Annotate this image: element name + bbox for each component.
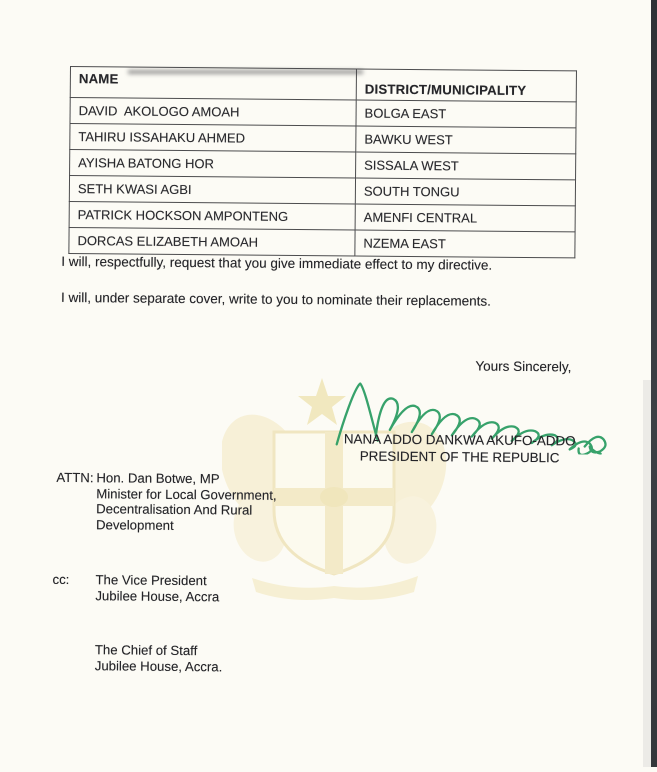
paragraph-replacements: I will, under separate cover, write to you to nominate their replacements. bbox=[60, 289, 491, 309]
cell-name: AYISHA BATONG HOR bbox=[70, 150, 356, 178]
cell-name: SETH KWASI AGBI bbox=[69, 176, 355, 204]
cell-district: SISSALA WEST bbox=[356, 152, 576, 180]
cell-name: PATRICK HOCKSON AMPONTENG bbox=[69, 201, 355, 229]
scan-artifact-smudge bbox=[128, 70, 363, 74]
attn-line: Minister for Local Government, bbox=[96, 485, 277, 503]
cc-block bbox=[52, 572, 223, 675]
closing-salutation: Yours Sincerely, bbox=[475, 358, 572, 375]
cc-line: Jubilee House, Accra bbox=[95, 588, 220, 605]
table-row bbox=[69, 227, 575, 257]
signatory-title: PRESIDENT OF THE REPUBLIC bbox=[359, 448, 560, 466]
cell-district: BOLGA EAST bbox=[356, 100, 576, 128]
scan-edge-dark bbox=[651, 0, 657, 767]
attn-line: Decentralisation And Rural bbox=[96, 501, 253, 518]
cc-line: The Vice President bbox=[95, 572, 207, 589]
cc-line: Jubilee House, Accra. bbox=[94, 658, 223, 675]
attn-lines bbox=[96, 470, 277, 534]
attn-block bbox=[56, 470, 277, 534]
cc-line: The Chief of Staff bbox=[94, 642, 198, 659]
cc-recipient-1 bbox=[52, 572, 223, 605]
column-header-district: DISTRICT/MUNICIPALITY bbox=[356, 69, 576, 102]
cell-district: BAWKU WEST bbox=[356, 126, 576, 154]
cc-recipient-2 bbox=[95, 642, 223, 675]
cell-name: TAHIRU ISSAHAKU AHMED bbox=[70, 124, 356, 152]
cell-district: NZEMA EAST bbox=[355, 230, 575, 258]
nominees-table bbox=[68, 66, 577, 258]
cell-name: DAVID AKOLOGO AMOAH bbox=[70, 98, 356, 126]
paragraph-directive: I will, respectfully, request that you give immediate effect to my directive. bbox=[61, 253, 493, 273]
cc-lines bbox=[95, 572, 219, 605]
signatory-block bbox=[341, 430, 579, 466]
column-header-name: NAME bbox=[70, 67, 356, 100]
attn-label: ATTN: bbox=[56, 469, 94, 486]
attn-line: Hon. Dan Botwe, MP bbox=[96, 470, 220, 487]
cell-district: SOUTH TONGU bbox=[355, 178, 575, 206]
scan-edge-light bbox=[643, 380, 651, 767]
attn-line: Development bbox=[95, 516, 174, 533]
cell-district: AMENFI CENTRAL bbox=[355, 204, 575, 232]
cell-name: DORCAS ELIZABETH AMOAH bbox=[69, 227, 355, 255]
cc-label: cc: bbox=[52, 571, 70, 588]
signatory-name: NANA ADDO DANKWA AKUFO-ADDO bbox=[343, 431, 576, 449]
